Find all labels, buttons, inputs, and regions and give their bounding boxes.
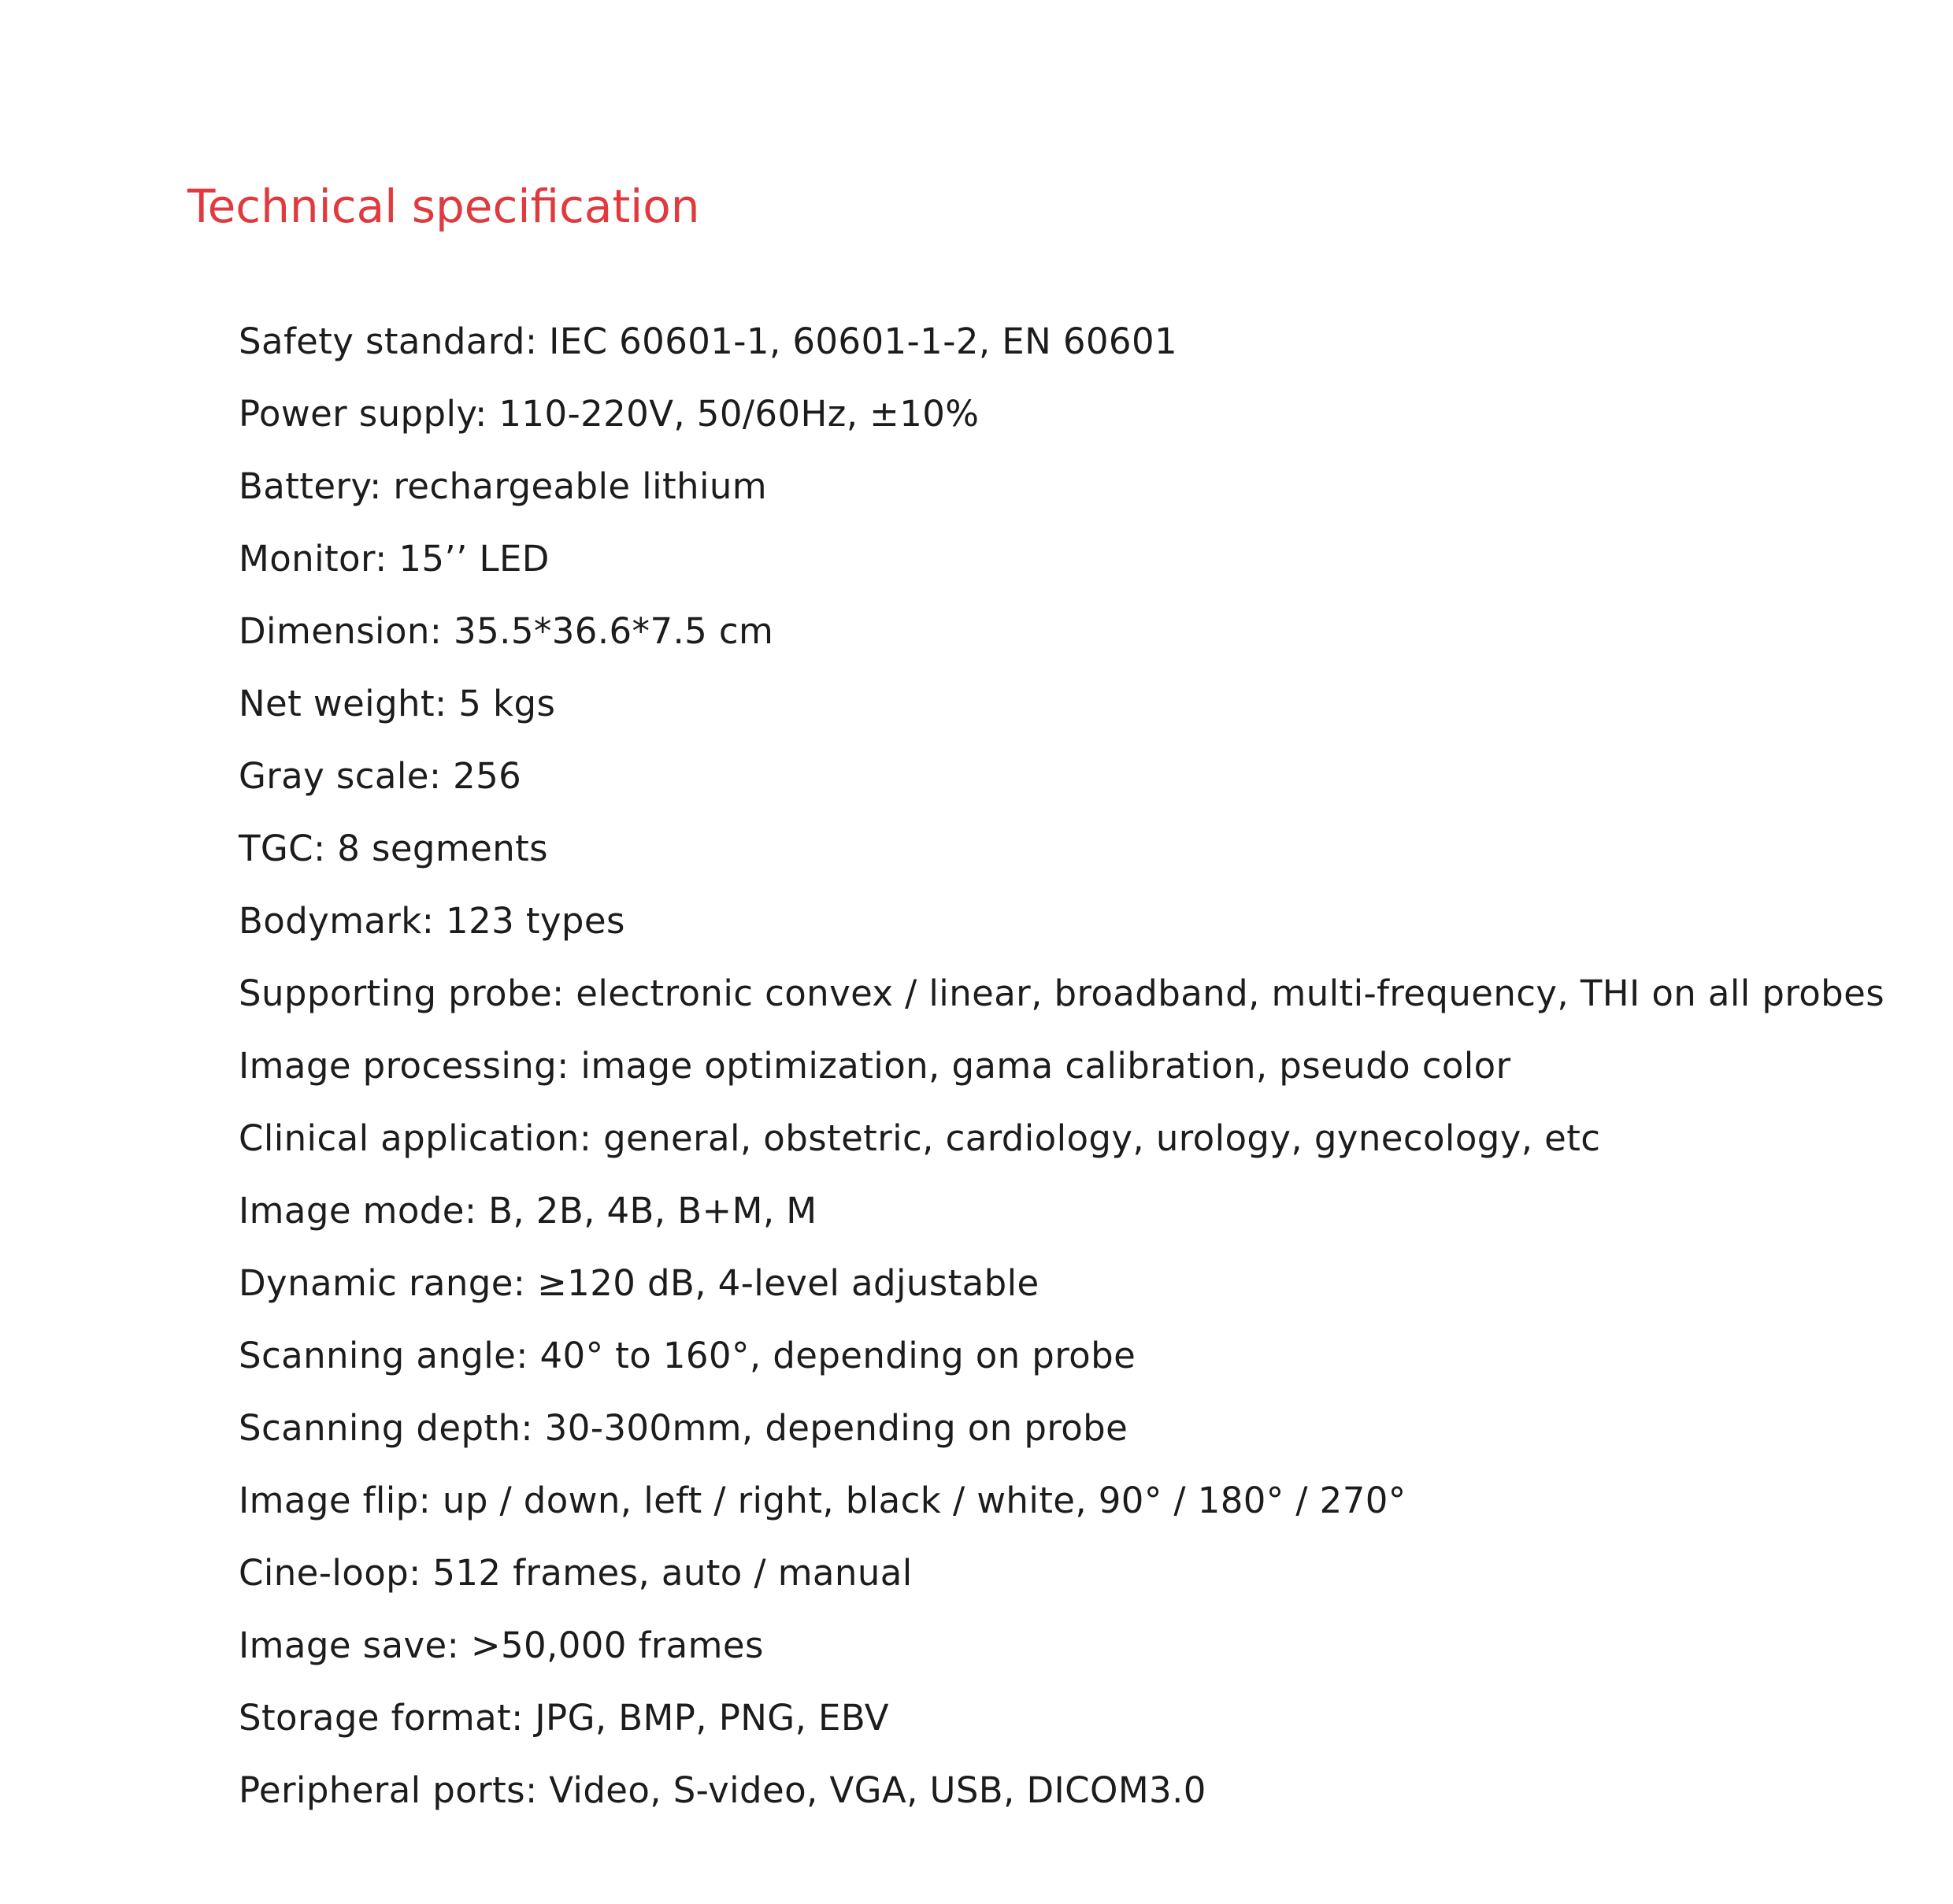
spec-item: Dimension: 35.5*36.6*7.5 cm <box>239 610 774 652</box>
spec-item: Clinical application: general, obstetric, cardiology, urology, gynecology, etc <box>239 1117 1601 1159</box>
spec-item: Dynamic range: ≥120 dB, 4-level adjustable <box>239 1262 1040 1304</box>
spec-item: Scanning angle: 40° to 160°, depending on probe <box>239 1335 1136 1376</box>
spec-item: Cine-loop: 512 frames, auto / manual <box>239 1552 913 1594</box>
spec-item: Storage format: JPG, BMP, PNG, EBV <box>239 1697 889 1739</box>
page-title: Technical specification <box>187 180 700 233</box>
spec-item: Peripheral ports: Video, S-video, VGA, USB, DICOM3.0 <box>239 1769 1206 1811</box>
spec-item: Supporting probe: electronic convex / linear, broadband, multi-frequency, THI on all probes <box>239 972 1885 1014</box>
spec-item: Scanning depth: 30-300mm, depending on probe <box>239 1407 1128 1449</box>
spec-item: Net weight: 5 kgs <box>239 683 556 724</box>
spec-item: Safety standard: IEC 60601-1, 60601-1-2, EN 60601 <box>239 320 1178 362</box>
spec-item: Monitor: 15’’ LED <box>239 538 550 580</box>
spec-item: Image processing: image optimization, gama calibration, pseudo color <box>239 1045 1511 1087</box>
spec-item: Image mode: B, 2B, 4B, B+M, M <box>239 1190 817 1232</box>
spec-list <box>239 315 1884 1836</box>
spec-item: Bodymark: 123 types <box>239 900 625 942</box>
spec-item: TGC: 8 segments <box>239 828 549 869</box>
spec-item: Gray scale: 256 <box>239 755 522 797</box>
spec-item: Image save: >50,000 frames <box>239 1624 764 1666</box>
spec-item: Battery: rechargeable lithium <box>239 465 767 507</box>
spec-item: Image flip: up / down, left / right, black / white, 90° / 180° / 270° <box>239 1480 1406 1521</box>
spec-item: Power supply: 110-220V, 50/60Hz, ±10% <box>239 393 980 435</box>
